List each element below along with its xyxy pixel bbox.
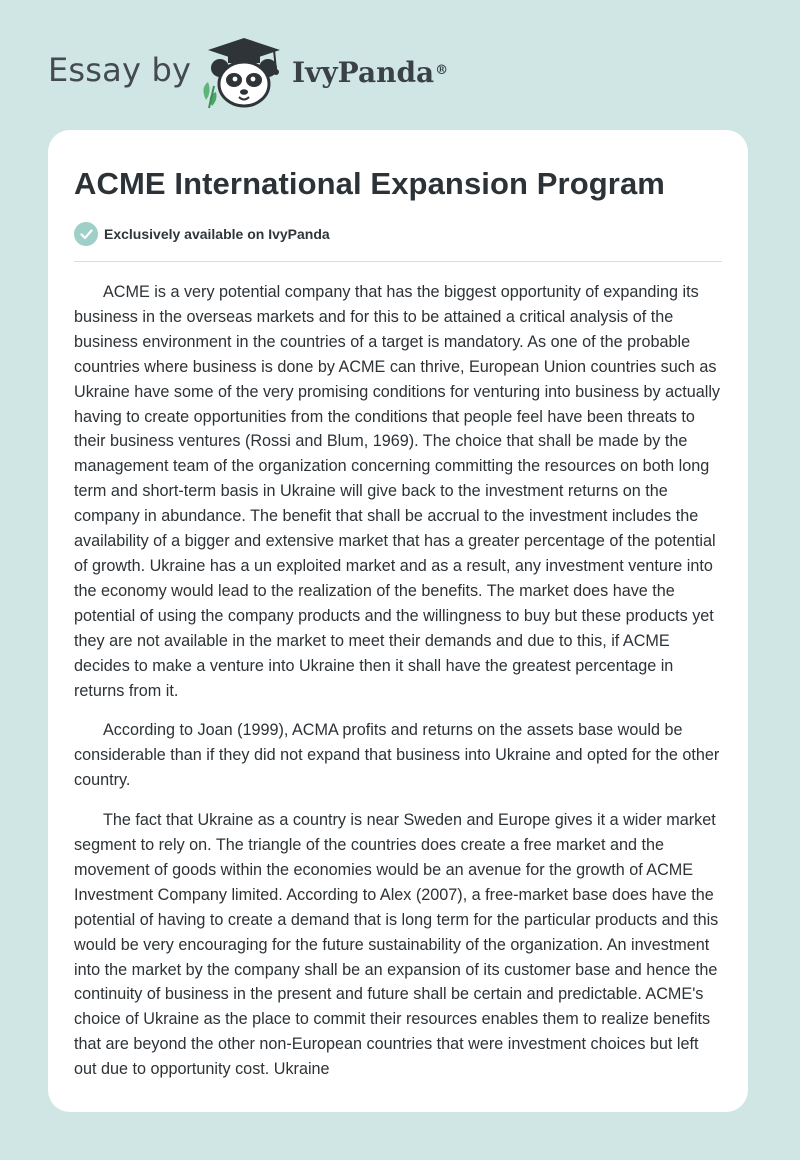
exclusive-badge — [74, 222, 330, 246]
paragraph: ACME is a very potential company that has the biggest opportunity of expanding its business in the overseas markets and for this to be attained a critical analysis of the business environment in the countries of a target is mandatory. As one of the probable countries where business is done by ACME can thrive, European Union countries such as Ukraine have some of the very promising conditions for venturing into business by actually having to create opportunities from the conditions that people feel have been threats to their business ventures (Rossi and Blum, 1969). The choice that shall be made by the management team of the organization concerning committing the resources on both long term and short-term basis in Ukraine will give back to the investment returns on the company in abundance. The benefit that shall be accrual to the investment includes the availability of a bigger and extensive market that has a greater percentage of the potential of growth. Ukraine has a un exploited market and as a result, any investment venture into the economy would lead to the realization of the benefits. The market does have the potential of using the company products and the willingness to buy but these products yet they are not available in the market to meet their demands and due to this, if ACME decides to make a venture into Ukraine then it shall have the greatest percentage in returns from it. — [74, 283, 721, 700]
panda-logo-icon[interactable] — [198, 36, 290, 110]
divider — [74, 261, 722, 262]
paragraph: According to Joan (1999), ACMA profits and returns on the assets base would be considerable than if they did not expand that business into Ukraine and opted for the other country. — [74, 721, 720, 790]
badge-text: Exclusively available on IvyPanda — [104, 226, 330, 242]
trademark-symbol: ® — [435, 63, 449, 78]
essay-by-label: Essay by — [48, 51, 192, 89]
paragraph: The fact that Ukraine as a country is near Sweden and Europe gives it a wider market segment to rely on. The triangle of the countries does create a free market and the movement of goods within the economies would be an avenue for the growth of ACME Investment Company limited. According to Alex (2007), a free-market base does have the potential of having to create a demand that is long term for the particular products and this would be very encouraging for the future sustainability of the organization. An investment into the market by the company shall be an expansion of its customer base and hence the continuity of business in the present and future shall be certain and predictable. ACME's choice of Ukraine as the place to commit their resources enables them to realize benefits that are beyond the other non-European countries that were investment choices but left out due to opportunity cost. Ukraine — [74, 811, 719, 1079]
check-icon — [74, 222, 98, 246]
brand-name[interactable] — [292, 55, 448, 91]
essay-card — [48, 130, 748, 1112]
brand-text: IvyPanda — [292, 56, 435, 89]
site-header — [0, 0, 800, 130]
essay-body — [74, 280, 722, 1097]
page-title: ACME International Expansion Program — [74, 166, 665, 201]
